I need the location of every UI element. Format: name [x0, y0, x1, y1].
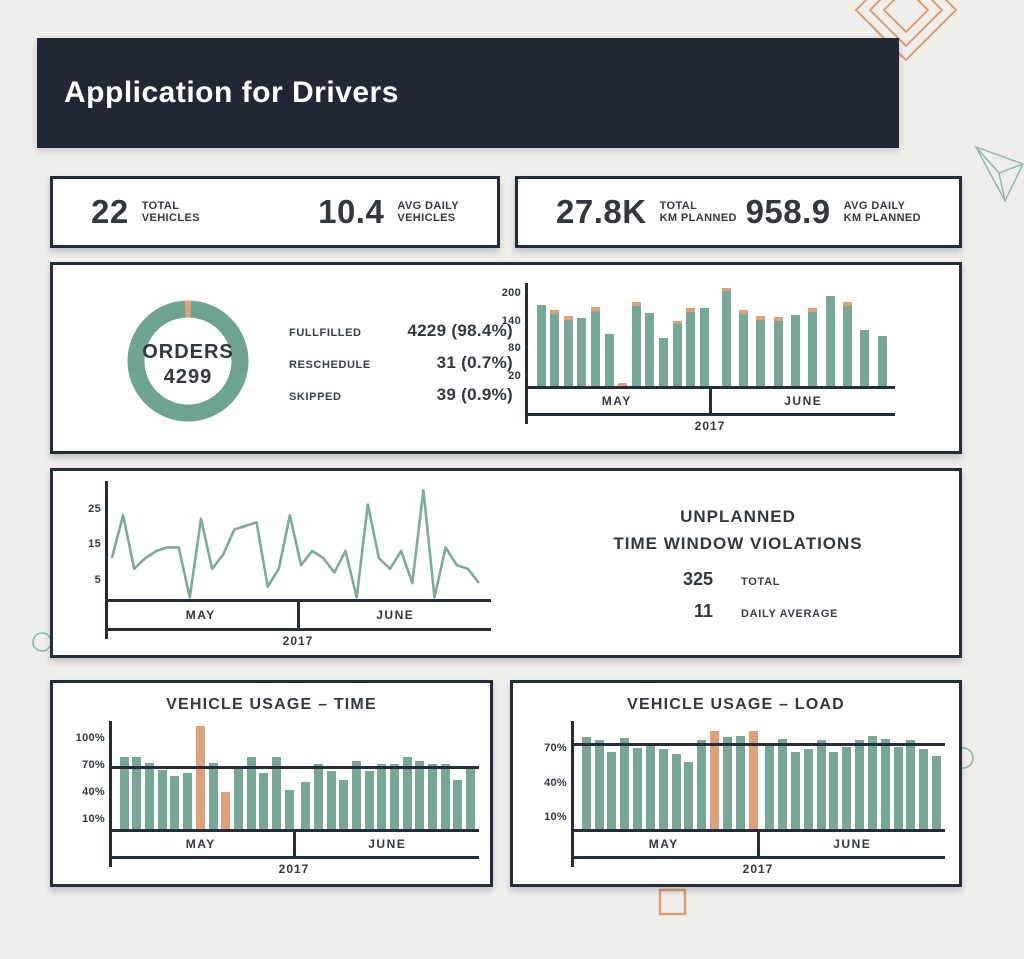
bars-area — [116, 721, 479, 829]
bar — [697, 740, 706, 829]
avg-daily-km-stat — [746, 193, 921, 231]
stat-value: 10.4 — [318, 193, 385, 230]
bar — [607, 752, 616, 829]
circle-ornament-left — [33, 633, 51, 651]
bar — [778, 739, 787, 829]
stat-label: FULLFILLED — [289, 327, 362, 339]
stat-value: 22 — [91, 193, 129, 230]
orders-stat-row — [289, 353, 513, 385]
bar — [765, 746, 774, 829]
violations-line-chart — [71, 481, 521, 653]
bar — [209, 763, 218, 829]
bar — [791, 752, 800, 829]
bar — [646, 746, 655, 829]
bar — [659, 338, 668, 386]
bar — [860, 330, 869, 386]
orders-panel — [50, 262, 962, 454]
bar — [659, 749, 668, 829]
bar-body — [550, 314, 559, 386]
year-label: 2017 — [278, 862, 310, 876]
bar — [842, 747, 851, 829]
bar — [749, 731, 758, 829]
year-label: 2017 — [694, 419, 726, 433]
month-label-june: JUNE — [376, 608, 415, 622]
vehicle-usage-time-panel — [50, 680, 493, 887]
y-axis-tick-label: 10% — [544, 810, 567, 823]
bar — [673, 321, 682, 386]
bar — [756, 316, 765, 386]
bar — [855, 740, 864, 829]
month-label-may: MAY — [105, 602, 300, 628]
bar — [645, 313, 654, 386]
month-label-may: MAY — [109, 832, 296, 856]
bar-body — [673, 324, 682, 386]
month-axis-bracket — [525, 389, 895, 416]
month-bar-group — [116, 721, 298, 829]
stat-label: AVG DAILY KM PLANNED — [843, 199, 921, 224]
bar — [595, 740, 604, 829]
bar — [453, 780, 462, 830]
bar — [868, 736, 877, 829]
bar — [314, 764, 323, 829]
stat-label: TOTAL — [741, 576, 781, 588]
avg-daily-vehicles-stat — [318, 193, 459, 231]
bar — [894, 747, 903, 829]
bar — [632, 302, 641, 386]
reference-line — [571, 743, 945, 746]
bar-body — [632, 306, 641, 386]
square-ornament — [660, 890, 685, 914]
app-header — [37, 38, 899, 148]
y-axis-tick-label: 100% — [75, 732, 105, 744]
triangle-ornament — [976, 147, 1023, 201]
line-series — [71, 481, 491, 602]
bar — [700, 308, 709, 386]
stat-label: DAILY AVERAGE — [741, 608, 839, 620]
month-axis-bracket — [571, 832, 945, 859]
bar — [352, 761, 361, 829]
bar-body — [722, 291, 731, 386]
month-bar-group — [762, 721, 946, 829]
y-axis-tick-label: 70% — [82, 759, 105, 771]
bar — [158, 770, 167, 829]
bar — [804, 749, 813, 829]
panel-title: VEHICLE USAGE – LOAD — [627, 696, 845, 713]
bar — [710, 731, 719, 829]
bar-body — [843, 306, 852, 386]
y-axis-tick-label: 15 — [88, 538, 101, 551]
bar — [441, 764, 450, 829]
bar-body — [686, 312, 695, 386]
bar — [739, 310, 748, 386]
bar — [377, 764, 386, 829]
y-axis-tick-label: 10% — [82, 813, 105, 825]
violations-panel — [50, 468, 962, 658]
bar — [881, 739, 890, 829]
bar — [620, 738, 629, 829]
bar — [774, 317, 783, 386]
panel-title: VEHICLE USAGE – TIME — [166, 696, 377, 713]
load-usage-bar-chart — [525, 721, 955, 881]
bars-area — [578, 721, 945, 829]
bar — [684, 762, 693, 829]
bar — [582, 737, 591, 829]
bar — [428, 764, 437, 829]
stat-value: 27.8K — [556, 193, 647, 230]
bar — [826, 296, 835, 386]
bar — [605, 334, 614, 386]
km-planned-summary-card — [515, 176, 962, 248]
bar — [550, 310, 559, 386]
total-km-stat — [556, 193, 737, 231]
bar — [327, 771, 336, 829]
vehicle-usage-load-panel — [510, 680, 962, 887]
stat-label: RESCHEDULE — [289, 359, 371, 371]
bar — [145, 763, 154, 829]
y-axis-tick-label: 5 — [94, 574, 101, 587]
stat-value: 4229 (98.4%) — [407, 321, 513, 340]
orders-bar-chart — [485, 283, 925, 443]
bar-body — [756, 320, 765, 386]
stat-label: AVG DAILY VEHICLES — [397, 199, 459, 224]
stat-value: 31 (0.7%) — [436, 353, 513, 372]
stat-value: 325 — [682, 569, 713, 589]
y-axis-tick-label: 40% — [544, 776, 567, 789]
y-axis-tick-label: 200 — [501, 287, 521, 300]
bar-body — [564, 320, 573, 386]
bar — [234, 766, 243, 829]
bar-body — [739, 314, 748, 386]
time-usage-bar-chart — [63, 721, 487, 881]
month-bar-group — [714, 283, 896, 386]
total-vehicles-stat — [91, 193, 200, 231]
bar — [633, 748, 642, 829]
violations-title: UNPLANNED TIME WINDOW VIOLATIONS — [613, 507, 863, 553]
bar — [259, 773, 268, 829]
stat-value: 958.9 — [745, 193, 831, 230]
bar — [686, 308, 695, 386]
bar — [817, 740, 826, 829]
bar — [365, 771, 374, 829]
month-axis-bracket — [105, 602, 491, 631]
y-axis-tick-label: 25 — [88, 502, 101, 515]
bar — [591, 307, 600, 386]
bar — [723, 737, 732, 829]
bar — [466, 766, 475, 829]
bar — [183, 773, 192, 829]
y-axis-tick-label: 70% — [544, 742, 567, 755]
bar — [932, 756, 941, 829]
month-bar-group — [578, 721, 762, 829]
month-label-may: MAY — [525, 389, 712, 413]
bar — [906, 740, 915, 829]
bar-body — [808, 312, 817, 386]
bar — [736, 736, 745, 829]
bar — [672, 754, 681, 829]
month-axis-bracket — [109, 832, 479, 859]
stat-value: 39 (0.9%) — [436, 385, 513, 404]
year-label: 2017 — [282, 634, 314, 648]
y-axis-tick-label: 80 — [508, 342, 521, 355]
bar-body — [591, 311, 600, 386]
stat-value: 11 — [693, 601, 713, 621]
bar — [577, 318, 586, 386]
bar — [415, 761, 424, 829]
month-label-june: JUNE — [368, 837, 407, 851]
bar — [791, 315, 800, 386]
bar — [170, 776, 179, 829]
bar — [301, 782, 310, 829]
month-label-june: JUNE — [833, 837, 872, 851]
bar — [919, 749, 928, 829]
bar — [390, 764, 399, 829]
donut-label: ORDERS — [142, 341, 234, 363]
year-label: 2017 — [742, 862, 774, 876]
stat-label: SKIPPED — [289, 391, 342, 403]
bar — [285, 790, 294, 829]
bar — [829, 752, 838, 829]
bar — [722, 288, 731, 386]
stat-label: TOTAL KM PLANNED — [659, 199, 737, 224]
vehicles-summary-card — [50, 176, 500, 248]
violations-stats — [613, 569, 913, 633]
bars-area — [532, 283, 895, 386]
bar-body — [774, 321, 783, 386]
orders-stat-row — [289, 321, 513, 353]
bar — [339, 780, 348, 830]
bar — [196, 726, 205, 830]
stat-label: TOTAL VEHICLES — [141, 199, 200, 224]
bar — [221, 792, 230, 829]
month-bar-group — [298, 721, 480, 829]
bar — [808, 308, 817, 386]
orders-breakdown — [289, 321, 513, 417]
orders-donut-chart — [116, 289, 260, 433]
violations-stat-row — [613, 601, 913, 633]
y-axis-tick-label: 20 — [508, 369, 521, 382]
bar — [878, 336, 887, 386]
bar — [564, 316, 573, 386]
y-axis-tick-label: 140 — [501, 314, 521, 327]
month-label-may: MAY — [571, 832, 760, 856]
bar — [843, 302, 852, 386]
orders-stat-row — [289, 385, 513, 417]
violations-line — [112, 490, 479, 597]
reference-line — [109, 766, 479, 769]
month-bar-group — [532, 283, 714, 386]
month-label-june: JUNE — [784, 394, 823, 408]
y-axis-tick-label: 40% — [82, 786, 105, 798]
donut-value: 4299 — [163, 366, 213, 388]
page-title: Application for Drivers — [64, 76, 399, 109]
bar — [537, 305, 546, 386]
violations-stat-row — [613, 569, 913, 601]
